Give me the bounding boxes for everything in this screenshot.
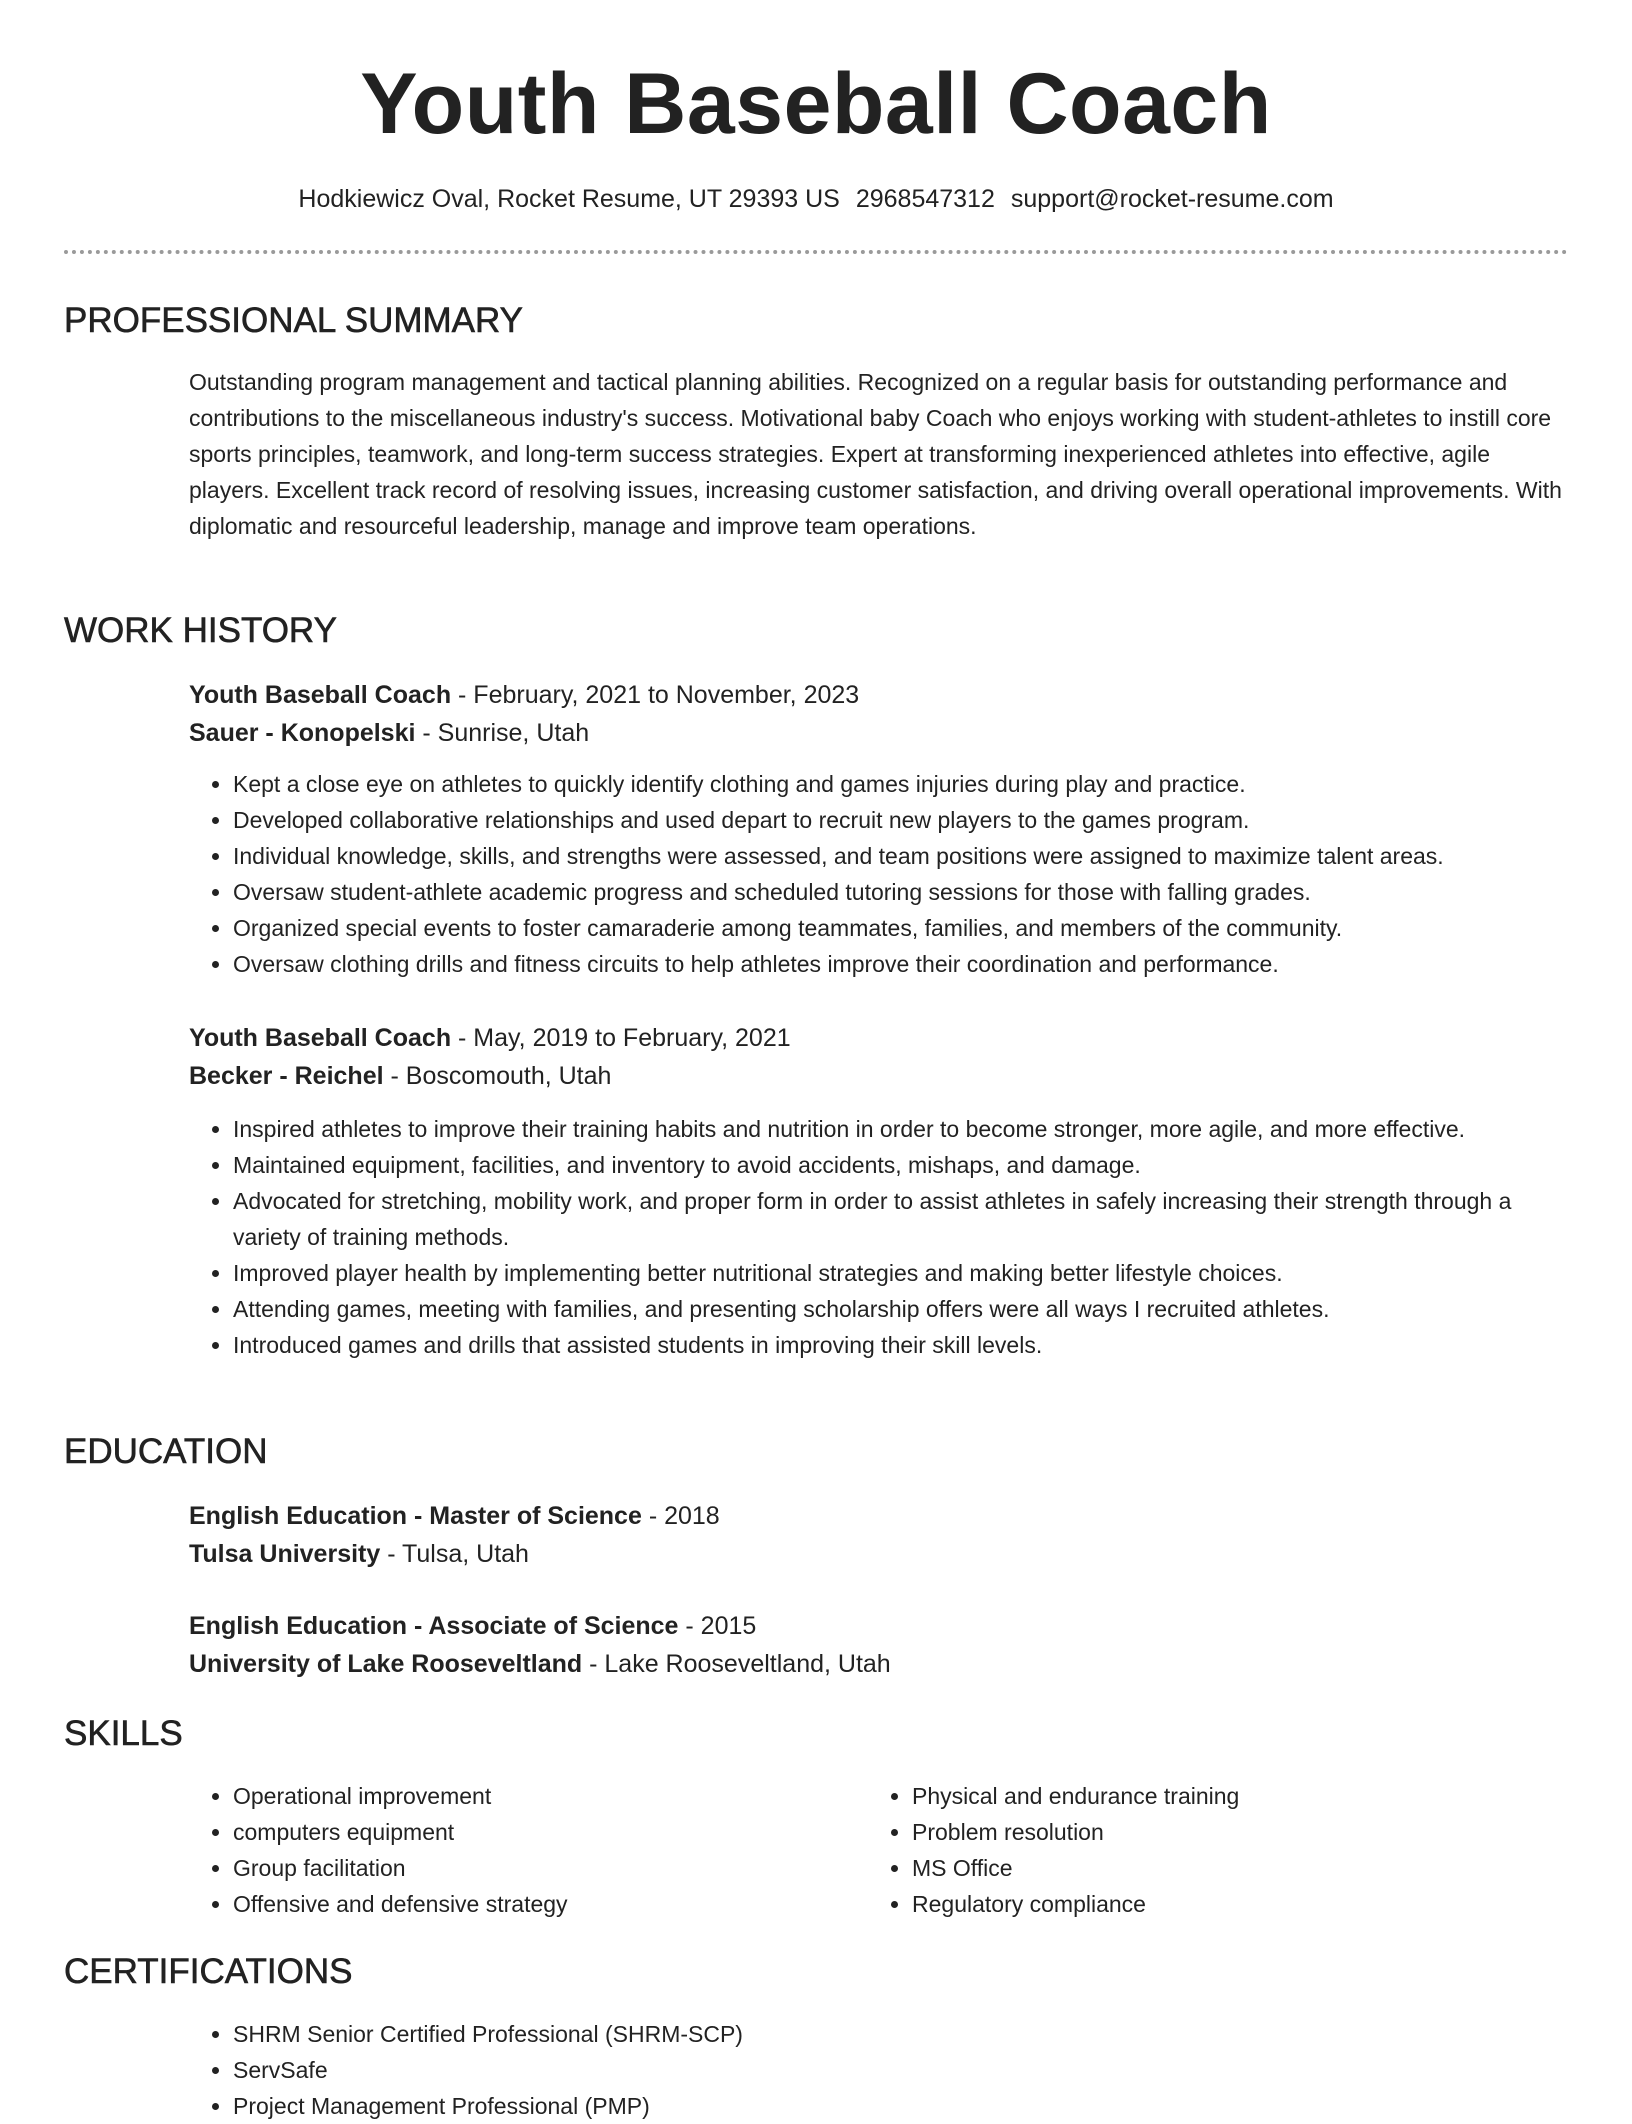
job-title: Youth Baseball Coach xyxy=(189,681,452,709)
job-bullet: • Organized special events to foster camaraderie among teammates, families, and members of the community. xyxy=(233,910,1569,946)
job-company: Becker - Reichel xyxy=(189,1062,384,1090)
job-bullet: • Maintained equipment, facilities, and inventory to avoid accidents, mishaps, and damage. xyxy=(233,1147,1569,1183)
education-location: - Tulsa, Utah xyxy=(380,1540,529,1568)
education-year: - 2018 xyxy=(641,1502,720,1530)
resume-name: Youth Baseball Coach xyxy=(360,56,1272,152)
job-company-line xyxy=(189,1057,1569,1095)
contact-address: Hodkiewicz Oval, Rocket Resume, UT 29393 US xyxy=(298,185,840,213)
contact-email: support@rocket-resume.com xyxy=(1010,185,1334,213)
job-bullet: • Advocated for stretching, mobility work, and proper form in order to assist athletes in safely increasing their strength through a variety of training methods. xyxy=(233,1183,1569,1255)
job-title: Youth Baseball Coach xyxy=(189,1024,452,1052)
skills-list xyxy=(189,1778,809,1922)
job-bullet: • Inspired athletes to improve their training habits and nutrition in order to become stronger, more agile, and more effective. xyxy=(233,1111,1569,1147)
skills-column-left xyxy=(189,1778,809,1922)
job-title-line xyxy=(189,1019,1569,1057)
job-dates: - February, 2021 to November, 2023 xyxy=(451,681,860,709)
job-bullet-list xyxy=(189,1111,1569,1363)
job-bullet: • Improved player health by implementing better nutritional strategies and making better lifestyle choices. xyxy=(233,1255,1569,1291)
section-title-education: EDUCATION xyxy=(64,1432,268,1471)
skill-item: • computers equipment xyxy=(233,1814,809,1850)
job-title-line xyxy=(189,676,1569,714)
education-entry xyxy=(189,1607,1569,1683)
section-title-certifications: CERTIFICATIONS xyxy=(64,1952,353,1991)
job-company-line xyxy=(189,714,1569,752)
certification-item: • Project Management Professional (PMP) xyxy=(233,2088,1569,2124)
job-bullet: • Introduced games and drills that assisted students in improving their skill levels. xyxy=(233,1327,1569,1363)
education-degree: English Education - Master of Science xyxy=(189,1502,642,1530)
section-title-skills: SKILLS xyxy=(64,1714,183,1753)
education-year: - 2015 xyxy=(678,1612,757,1640)
education-degree-line xyxy=(189,1607,1569,1645)
job-bullet: • Oversaw clothing drills and fitness circuits to help athletes improve their coordination and performance. xyxy=(233,946,1569,982)
certifications-block xyxy=(189,2016,1569,2124)
education-degree-line xyxy=(189,1497,1569,1535)
job-bullet: • Oversaw student-athlete academic progress and scheduled tutoring sessions for those with falling grades. xyxy=(233,874,1569,910)
job-bullet: • Developed collaborative relationships and used depart to recruit new players to the games program. xyxy=(233,802,1569,838)
education-school-line xyxy=(189,1535,1569,1573)
job-entry xyxy=(189,676,1569,982)
education-school: University of Lake Rooseveltland xyxy=(189,1650,583,1678)
education-degree: English Education - Associate of Science xyxy=(189,1612,679,1640)
job-dates: - May, 2019 to February, 2021 xyxy=(451,1024,791,1052)
skill-item: • Physical and endurance training xyxy=(912,1778,1488,1814)
education-school-line xyxy=(189,1645,1569,1683)
job-bullet: • Individual knowledge, skills, and strengths were assessed, and team positions were assigned to maximize talent areas. xyxy=(233,838,1569,874)
job-bullet: • Kept a close eye on athletes to quickly identify clothing and games injuries during play and practice. xyxy=(233,766,1569,802)
section-title-summary: PROFESSIONAL SUMMARY xyxy=(64,301,523,340)
skill-item: • Offensive and defensive strategy xyxy=(233,1886,809,1922)
job-bullet-list xyxy=(189,766,1569,982)
contact-line xyxy=(0,182,1632,216)
section-title-work-history: WORK HISTORY xyxy=(64,611,337,650)
job-entry xyxy=(189,1019,1569,1363)
skill-item: • Group facilitation xyxy=(233,1850,809,1886)
skill-item: • Regulatory compliance xyxy=(912,1886,1488,1922)
skills-column-right xyxy=(868,1778,1488,1922)
header-divider xyxy=(64,250,1568,254)
job-location: - Boscomouth, Utah xyxy=(383,1062,612,1090)
certifications-list xyxy=(189,2016,1569,2124)
job-location: - Sunrise, Utah xyxy=(415,719,590,747)
skill-item: • Operational improvement xyxy=(233,1778,809,1814)
certification-item: • SHRM Senior Certified Professional (SHRM-SCP) xyxy=(233,2016,1569,2052)
summary-text: Outstanding program management and tactical planning abilities. Recognized on a regular basis for outstanding performance and contributions to the miscellaneous industry's success. Motivational baby Coach who enjoys working with student-athletes to instill core sports principles, teamwork, and long-term success strategies. Expert at transforming inexperienced athletes into effective, agile players. Excellent track record of resolving issues, increasing customer satisfaction, and driving overall operational improvements. With diplomatic and resourceful leadership, manage and improve team operations. xyxy=(189,369,1562,539)
job-company: Sauer - Konopelski xyxy=(189,719,416,747)
education-location: - Lake Rooseveltland, Utah xyxy=(582,1650,891,1678)
skill-item: • MS Office xyxy=(912,1850,1488,1886)
skills-list xyxy=(868,1778,1488,1922)
skill-item: • Problem resolution xyxy=(912,1814,1488,1850)
job-bullet: • Attending games, meeting with families, and presenting scholarship offers were all ways I recruited athletes. xyxy=(233,1291,1569,1327)
certification-item: • ServSafe xyxy=(233,2052,1569,2088)
education-entry xyxy=(189,1497,1569,1573)
education-school: Tulsa University xyxy=(189,1540,381,1568)
contact-phone: 2968547312 xyxy=(855,185,995,213)
